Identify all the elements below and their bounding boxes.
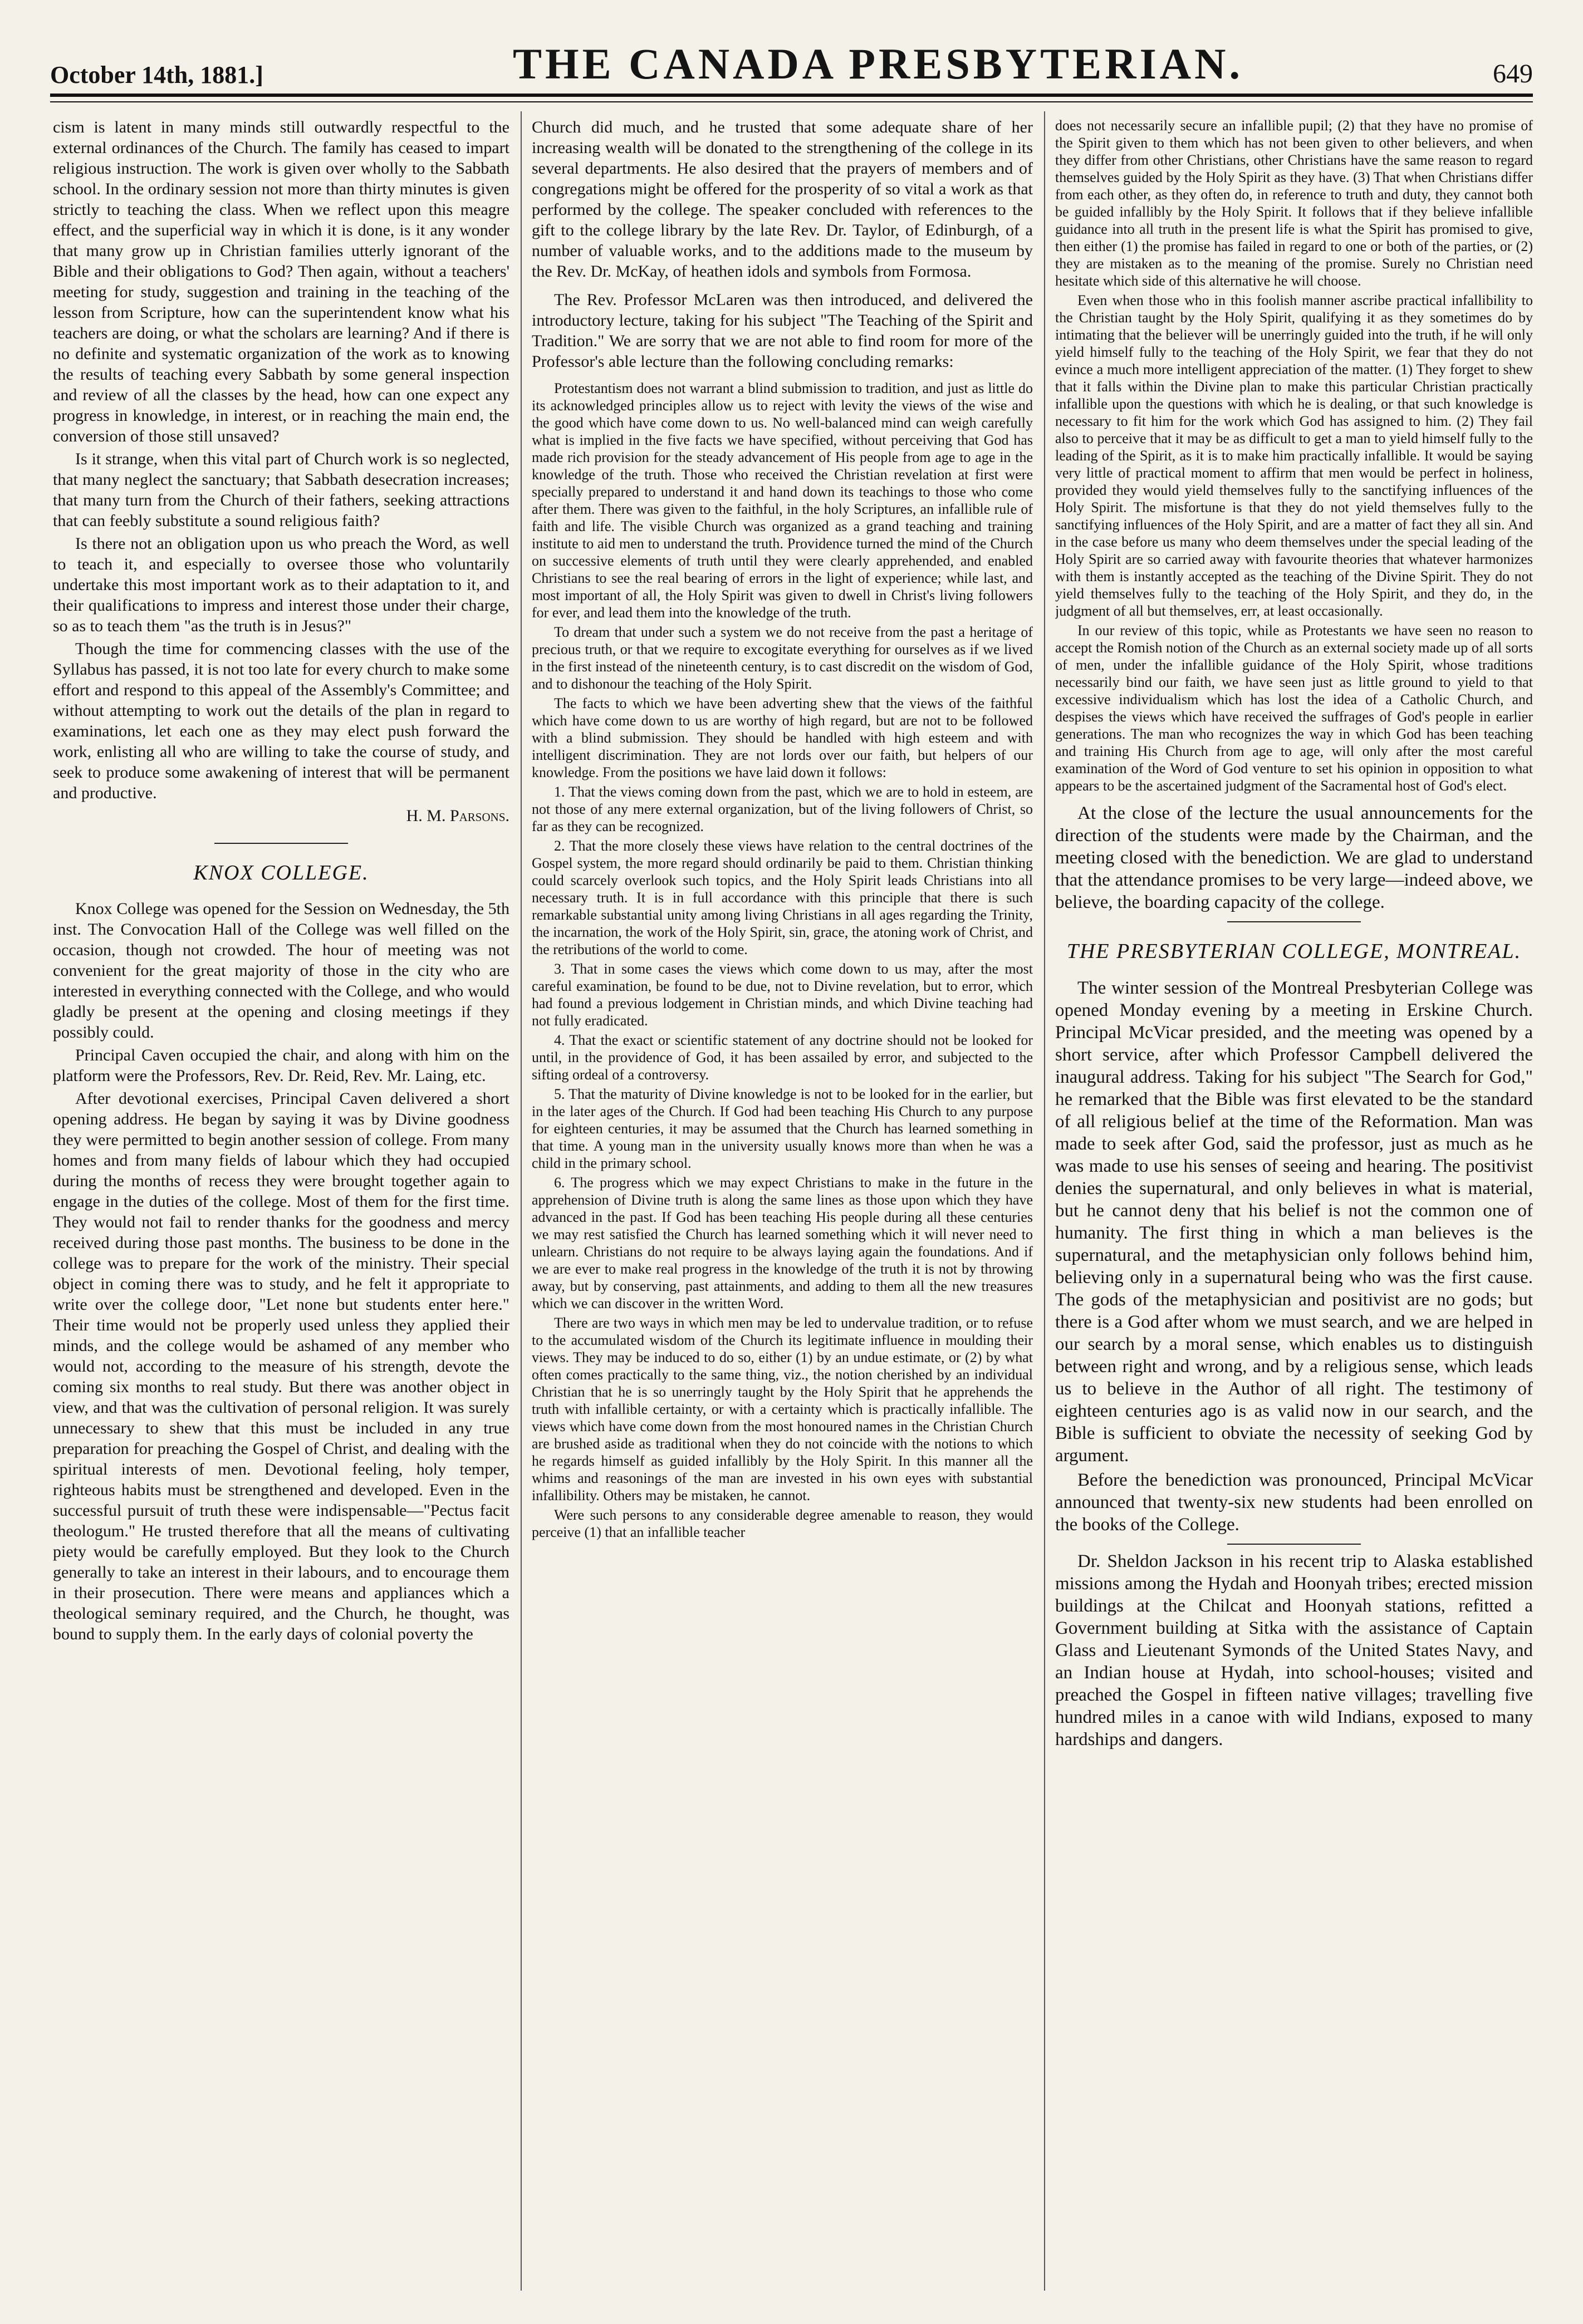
excerpt-paragraph: 3. That in some cases the views which come down to us may, after the most careful examination, be found to be due, not to Divine revelation, but to error, which had found a previous lodgement in Christian minds, and which Divine teaching had not fully eradicated.: [532, 961, 1033, 1029]
excerpt-paragraph: The facts to which we have been adverting shew that the views of the faithful which have come down to us are worthy of high regard, but are not to be followed with a blind submission. They should be handled with high esteem and with intelligent discrimination. They are not lords over our faith, but helpers of our knowledge. From the positions we have laid down it follows:: [532, 695, 1033, 780]
excerpt-paragraph: 5. That the maturity of Divine knowledge is not to be looked for in the earlier, but in the later ages of the Church. If God had been teaching His Church to any purpose for eighteen centuries, it may be assumed that the Church has learned something in that time. A young man in the university usually knows more than when he was a child in the primary school.: [532, 1086, 1033, 1171]
excerpt-paragraph: Even when those who in this foolish manner ascribe practical infallibility to the Christian taught by the Holy Spirit, qualifying it as they sometimes do by intimating that the believer will be unerringly guided into the truth, if he will only yield himself fully to the teaching of the Holy Spirit, we fear that they do not evince a much more intelligent appreciation of the matter. (1) They forget to shew that it falls within the Divine plan to make this particular Christian practically infallible upon the questions with which he is dealing, or that such knowledge is necessary to fit him for the work which God has assigned to him. (2) They fail also to perceive that it may be as difficult to get a man to yield himself fully to the leading of the Spirit, as it is to make him practically infallible. It would be saying very little of practical moment to affirm that men would be perfect in holiness, provided they would yield themselves fully to the sanctifying influences of the Holy Spirit. The misfortune is that they do not yield themselves fully to the sanctifying influences of the Holy Spirit, and are a matter of fact they all sin. And in the case before us many who deem themselves under the special leading of the Holy Spirit are so carried away with favourite theories that whatever harmonizes with them is instantly accepted as the teaching of the Divine Spirit. They do not yield themselves fully to the teaching of the Holy Spirit, and they do, in the judgment of all but themselves, err, at least occasionally.: [1055, 292, 1533, 619]
article-paragraph: Church did much, and he trusted that some adequate share of her increasing wealth will be donated to the strengthening of the college in its several departments. He also desired that the prayers of members and of congregations might be offered for the prosperity of so vital a work as that performed by the college. The speaker concluded with references to the gift to the college library by the late Rev. Dr. Taylor, of Edinburgh, of a number of valuable works, and to the additions made to the museum by the Rev. Dr. McKay, of heathen idols and symbols from Formosa.: [532, 118, 1033, 281]
column-divider: [1044, 111, 1045, 2291]
article-paragraph: Before the benediction was pronounced, Principal McVicar announced that twenty-six new students had been enrolled on the books of the College.: [1055, 1470, 1533, 1535]
signature-text: H. M. Parsons.: [406, 807, 509, 825]
column-2: [532, 117, 1033, 2296]
section-heading-knox-college: KNOX COLLEGE.: [193, 861, 369, 885]
issue-date: October 14th, 1881.]: [50, 61, 263, 89]
excerpt-paragraph: In our review of this topic, while as Protestants we have seen no reason to accept the Romish notion of the Church as an external society made up of all sorts of men, under the infallible guidance of the Holy Spirit, whose traditions necessarily bind our faith, we have seen just as little ground to yield to that excessive individualism which has lost the idea of a Catholic Church, and despises the views which have received the suffrages of God's people in earlier generations. The man who recognizes the way in which God has been teaching and training His Church from age to age, will only after the most careful examination of the Word of God venture to set his opinion in opposition to what appears to be the ascertained judgment of the Sacramental host of God's elect.: [1055, 622, 1533, 794]
article-paragraph: After devotional exercises, Principal Caven delivered a short opening address. He began by saying it was by Divine goodness they were permitted to begin another session of college. From many homes and from many fields of labour which they had occupied during the months of recess they were brought together again to engage in the duties of the college. Most of them for the first time. They would not fail to render thanks for the goodness and mercy received during those past months. The business to be done in the college was to prepare for the work of the ministry. Their special object in coming there was to study, and he felt it appropriate to write over the college door, "Let none but students enter here." Their time would not be properly used unless they applied their minds, and the college would be ashamed of any member who would not, according to the measure of his strength, devote the coming six months to real study. But there was another object in view, and that was the cultivation of personal religion. It was surely unnecessary to shew that this must be included in any true preparation for preaching the Gospel of Christ, and dealing with the spiritual interests of men. Devotional feeling, holy temper, righteous habits must be strengthened and developed. Even in the successful pursuit of truth these were indispensable—"Pectus facit theologum." He trusted therefore that all the means of cultivating piety would be carefully employed. But they look to the Church generally to take an interest in their labours, and to encourage them in their prosecution. There were means and appliances which a theological seminary required, and the Church, he thought, was bound to supply them. In the early days of colonial poverty the: [53, 1089, 509, 1643]
excerpt-paragraph: 2. That the more closely these views have relation to the central doctrines of the Gospel system, the more regard should ordinarily be paid to them. Christian thinking could scarcely overlook such topics, and the Holy Spirit leads Christians into all necessary truth. It is in full accordance with this principle that there is such remarkable substantial unity among living Christians in all ages regarding the Trinity, the incarnation, the work of the Holy Spirit, sin, grace, the atoning work of Christ, and the retributions of the world to come.: [532, 838, 1033, 957]
excerpt-paragraph: Protestantism does not warrant a blind submission to tradition, and just as little do its acknowledged principles allow us to reject with levity the views of the wise and the good which have come down to us. No well-balanced mind can weigh carefully what is implied in the five facts we have specified, without perceiving that God has made rich provision for the steady advancement of His people from age to age in the knowledge of the truth. Those who received the Christian revelation at first were specially prepared to understand it and hand down its teachings to those who come after them. There was given to the faithful, in the holy Scriptures, an infallible rule of faith and life. The visible Church was organized as a grand teaching and training institute to aid men to understand the truth. Providence turned the mind of the Church on successive elements of truth until they were clearly apprehended, and enabled Christians to see the real bearing of errors in the light of experience; while last, and most important of all, the Holy Spirit was given to dwell in Christ's living followers for ever, and lead them into the knowledge of the truth.: [532, 380, 1033, 621]
article-paragraph: cism is latent in many minds still outwardly respectful to the external ordinances of the Church. The family has ceased to impart religious instruction. The work is given over wholly to the Sabbath school. In the ordinary session not more than thirty minutes is given strictly to teaching the class. When we reflect upon this meagre effect, and the superficial way in which it is done, is it any wonder that many grow up in Christian families utterly ignorant of the Bible and their obligations to God? Then again, without a teachers' meeting for study, suggestion and training in the teaching of the lesson from Scripture, how can the superintendent know what his teachers are doing, or what the scholars are learning? And if there is no definite and systematic organization of the work as to knowing the results of teaching every Sabbath by some general inspection and review of all the classes by the head, how can one expect any progress in knowledge, in interest, or in reaching the main end, the conversion of those still unsaved?: [53, 118, 509, 445]
article-paragraph: Knox College was opened for the Session on Wednesday, the 5th inst. The Convocation Hall of the College was well filled on the occasion, though not crowded. The hour of meeting was not convenient for the great majority of those in the city who are interested in everything connected with the College, and who would gladly be present at the opening and closing meetings if they possibly could.: [53, 900, 509, 1041]
column-3: [1055, 117, 1533, 2296]
masthead: [50, 39, 1533, 89]
excerpt-paragraph: There are two ways in which men may be led to undervalue tradition, or to refuse to the accumulated wisdom of the Church its legitimate influence in moulding their views. They may be induced to do so, either (1) by an undue estimate, or (2) by what often comes practically to the same thing, viz., the notion cherished by an individual Christian that he is so unerringly taught by the Holy Spirit that he apprehends the truth with infallible certainty, or with a certainty which is practically infallible. The views which have come down from the most honoured names in the Christian Church are brushed aside as traditional when they do not coincide with the notions to which he regards himself as guided infallibly by the Holy Spirit. In this manner all the whims and reasonings of the man are invested in his own eyes with substantial infallibility. Others may be mistaken, he cannot.: [532, 1315, 1033, 1504]
page-number: 649: [1492, 59, 1533, 89]
article-paragraph: At the close of the lecture the usual announcements for the direction of the students were made by the Chairman, and the meeting closed with the benediction. We are glad to understand that the attendance promises to be very large—indeed above, we believe, the boarding capacity of the college.: [1055, 803, 1533, 912]
excerpt-paragraph: To dream that under such a system we do not receive from the past a heritage of precious truth, or that we require to excogitate everything for ourselves as if we lived in the first instead of the nineteenth century, is to cast discredit on the wisdom of God, and to dishonour the teaching of the Holy Spirit.: [532, 624, 1033, 692]
article-paragraph: Dr. Sheldon Jackson in his recent trip to Alaska established missions among the Hydah and Hoonyah tribes; erected mission buildings at the Chilcat and Hoonyah stations, refitted a Government building at Sitka with the assistance of Captain Glass and Lieutenant Symonds of the United States Navy, and an Indian house at Hydah, into school-houses; visited and preached the Gospel in fifteen native villages; travelling five hundred miles in a canoe with wild Indians, exposed to many hardships and dangers.: [1055, 1551, 1533, 1750]
excerpt-paragraph: 6. The progress which we may expect Christians to make in the future in the apprehension of Divine truth is along the same lines as those upon which they have advanced in the past. If God has been teaching His people during all these centuries we may rest satisfied the Church has learned something which it will never need to unlearn. Christians do not require to be always laying again the foundations. And if we are ever to make real progress in the knowledge of the truth it is not by throwing away, but by conserving, past attainments, and adding to them all the new treasures which we can discover in the written Word.: [532, 1175, 1033, 1311]
section-heading-presbyterian-college-montreal: THE PRESBYTERIAN COLLEGE, MONTREAL.: [1066, 940, 1522, 963]
article-paragraph: Principal Caven occupied the chair, and along with him on the platform were the Professors, Rev. Dr. Reid, Rev. Mr. Laing, etc.: [53, 1046, 509, 1085]
article-paragraph: The Rev. Professor McLaren was then introduced, and delivered the introductory lecture, taking for his subject "The Teaching of the Spirit and Tradition." We are sorry that we are not able to find room for more of the Professor's able lecture than the following concluding remarks:: [532, 291, 1033, 371]
article-paragraph: The winter session of the Montreal Presbyterian College was opened Monday evening by a meeting in Erskine Church. Principal McVicar presided, and the meeting was opened by a short service, after which Professor Campbell delivered the inaugural address. Taking for his subject "The Search for God," he remarked that the Bible was first elevated to be the standard of all religious belief at the time of the Reformation. Man was made to seek after God, said the professor, just as much as he was made to use his senses of seeing and hearing. The positivist denies the supernatural, and only believes in what is material, but he cannot deny that his belief is not the common one of humanity. The first thing in which a man believes is the supernatural, and the metaphysician only follows behind him, believing only in a supernatural being who was the first cause. The gods of the metaphysician and positivist are no gods; but there is a God after whom we must search, and we are helped in our search by a moral sense, which enables us to distinguish between right and wrong, and by a religious sense, which leads us to believe in the Author of all right. The testimony of eighteen centuries ago is as valid now in our search, and the Bible is sufficient to obviate the necessity of seeking God by argument.: [1055, 978, 1533, 1466]
section-rule: [1227, 921, 1361, 922]
section-rule: [214, 843, 348, 844]
header-rule: [50, 94, 1533, 97]
article-paragraph: Is it strange, when this vital part of Church work is so neglected, that many neglect the sanctuary; that Sabbath desecration increases; that many turn from the Church of their fathers, seeking attractions that can feebly substitute a sound religious faith?: [53, 450, 509, 530]
excerpt-paragraph: Were such persons to any considerable degree amenable to reason, they would perceive (1) that an infallible teacher: [532, 1507, 1033, 1540]
publication-title: THE CANADA PRESBYTERIAN.: [512, 40, 1243, 88]
author-signature: [53, 805, 509, 826]
column-1: [53, 117, 509, 2296]
article-paragraph: Is there not an obligation upon us who preach the Word, as well to teach it, and especially to oversee those who voluntarily undertake this most important work as to their adaptation to it, and their qualifications to impress and interest those under their charge, so as to teach them "as the truth is in Jesus?": [53, 534, 509, 635]
header-rule-thin: [50, 101, 1533, 102]
excerpt-paragraph: 1. That the views coming down from the past, which we are to hold in esteem, are not those of any mere external organization, but of the living followers of Christ, so far as they can be recognized.: [532, 784, 1033, 834]
lecture-excerpt-continued: [1055, 117, 1533, 794]
column-divider: [521, 111, 522, 2291]
article-paragraph: Though the time for commencing classes with the use of the Syllabus has passed, it is not too late for every church to make some effort and respond to this appeal of the Assembly's Committee; and without attempting to work out the details of the plan in regard to examinations, let each one as they may elect push forward the work, enlisting all who are willing to take the course of study, and seek to produce some awakening of interest that will be permanent and productive.: [53, 640, 509, 802]
lecture-excerpt: [532, 380, 1033, 1541]
excerpt-paragraph: 4. That the exact or scientific statement of any doctrine should not be looked for until, in the providence of God, it has been assailed by error, and subjected to the sifting ordeal of a controversy.: [532, 1032, 1033, 1083]
excerpt-paragraph: does not necessarily secure an infallible pupil; (2) that they have no promise of the Spirit given to them which has not been given to other believers, and when they differ from other Christians, other Christians have the same reason to regard themselves guided by the Holy Spirit as they have. (3) That when Christians differ from each other, as they often do, in reference to truth and duty, they cannot both be guided infallibly by the Holy Spirit. It follows that if they believe infallible guidance into all truth in the present life is what the Spirit has promised to give, then either (1) the promise has failed in regard to one or both of the parties, or (2) they are mistaken as to the meaning of the promise. Surely no Christian need hesitate which side of this alternative he will choose.: [1055, 117, 1533, 289]
